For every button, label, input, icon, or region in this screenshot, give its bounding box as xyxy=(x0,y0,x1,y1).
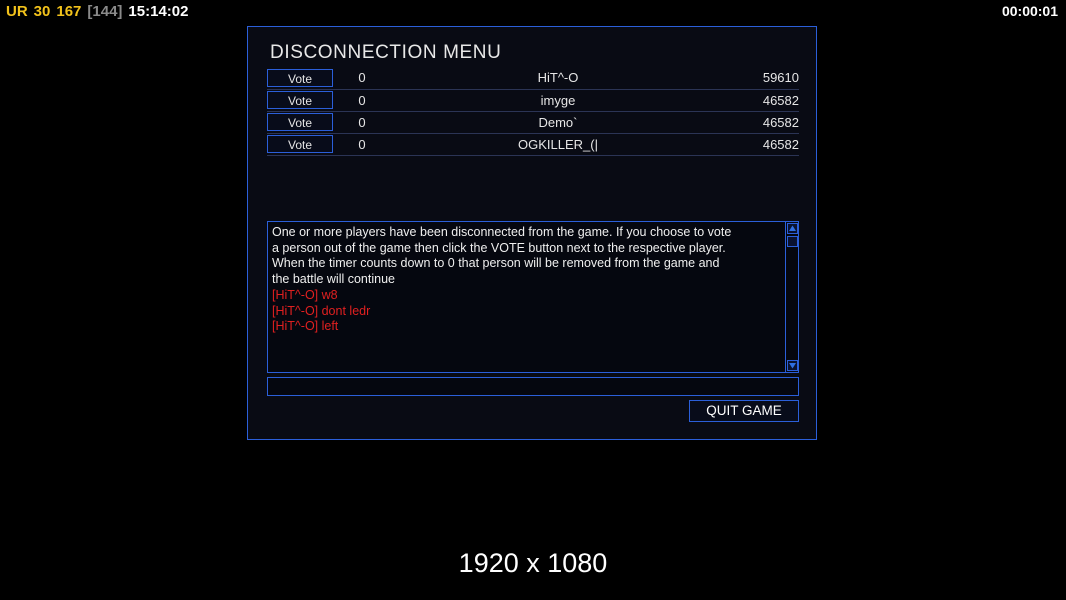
scrollbar-thumb[interactable] xyxy=(787,236,798,247)
scroll-down-icon[interactable] xyxy=(787,360,798,371)
vote-cell xyxy=(267,111,335,133)
vote-cell xyxy=(267,133,335,155)
player-name: imyge xyxy=(389,89,727,111)
vote-cell xyxy=(267,89,335,111)
player-name: Demo` xyxy=(389,111,727,133)
chat-log-panel[interactable] xyxy=(267,221,799,373)
vote-count: 0 xyxy=(335,133,389,155)
vote-button[interactable]: Vote xyxy=(267,69,333,87)
player-ping: 46582 xyxy=(727,89,799,111)
info-line: the battle will continue xyxy=(272,272,395,287)
vote-button[interactable]: Vote xyxy=(267,113,333,131)
table-row xyxy=(267,111,799,133)
chat-message: [HiT^-O] dont ledr xyxy=(272,303,371,318)
player-ping: 46582 xyxy=(727,133,799,155)
vote-count: 0 xyxy=(335,89,389,111)
hud-fps-value: 167 xyxy=(56,2,82,20)
player-ping: 46582 xyxy=(727,111,799,133)
hud-timer: 00:00:01 xyxy=(1001,3,1058,19)
chat-message: [HiT^-O] w8 xyxy=(272,287,338,302)
vote-button[interactable]: Vote xyxy=(267,135,333,153)
vote-button[interactable]: Vote xyxy=(267,91,333,109)
chat-scrollbar[interactable] xyxy=(785,222,798,372)
info-line: When the timer counts down to 0 that person will be removed from the game and xyxy=(272,256,720,271)
page-title: DISCONNECTION MENU xyxy=(270,42,502,63)
player-name: OGKILLER_(| xyxy=(389,133,727,155)
info-line: a person out of the game then click the VOTE button next to the respective player. xyxy=(272,240,726,255)
scroll-up-icon[interactable] xyxy=(787,223,798,234)
table-row xyxy=(267,133,799,155)
hud-fps-cap: [144] xyxy=(87,2,123,20)
resolution-caption: 1920 x 1080 xyxy=(458,548,608,578)
vote-cell xyxy=(267,67,335,89)
chat-input[interactable] xyxy=(267,377,799,396)
player-vote-table xyxy=(267,67,799,156)
vote-count: 0 xyxy=(335,67,389,89)
player-ping: 59610 xyxy=(727,67,799,89)
disconnection-menu-window xyxy=(247,26,817,440)
table-row xyxy=(267,89,799,111)
info-line: One or more players have been disconnected from the game. If you choose to vote xyxy=(272,225,732,239)
vote-count: 0 xyxy=(335,111,389,133)
chat-message: [HiT^-O] left xyxy=(272,319,339,334)
chat-log-text xyxy=(272,225,778,335)
hud-clock: 15:14:02 xyxy=(128,2,189,20)
quit-game-button[interactable]: QUIT GAME xyxy=(689,400,799,422)
player-name: HiT^-O xyxy=(389,67,727,89)
hud-left-group xyxy=(0,3,188,20)
table-row xyxy=(267,67,799,89)
hud-bar xyxy=(0,0,1066,22)
hud-ur-label: UR xyxy=(6,2,28,20)
hud-ur-value: 30 xyxy=(33,2,51,20)
